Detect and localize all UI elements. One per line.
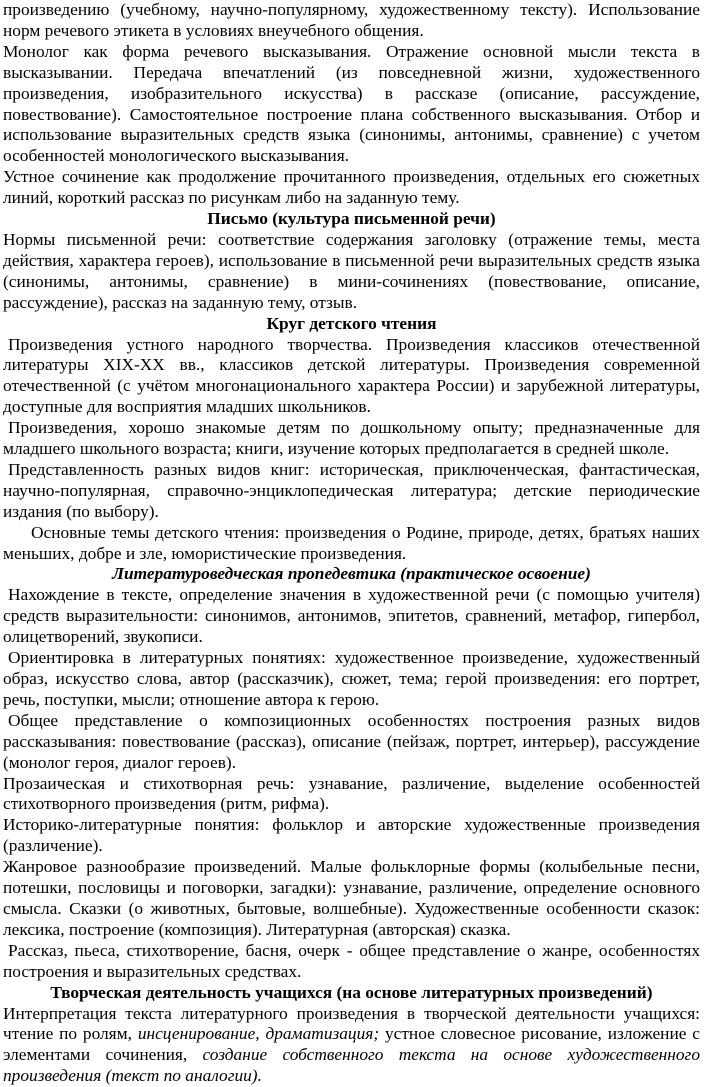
paragraph: Прозаическая и стихотворная речь: узнавание, различение, выделение особенностей стихотворного произведения (ритм, рифма). bbox=[3, 774, 700, 816]
paragraph: Монолог как форма речевого высказывания. Отражение основной мысли текста в высказывании. Передача впечатлений (из повседневной жизни, художественного произведения, изобразительного искусства) в рассказе (описание, рассуждение, повествование). Самостоятельное построение плана собственного высказывания. Отбор и использование выразительных средств языка (синонимы, антонимы, сравнение) с учетом особенностей монологического высказывания. bbox=[3, 42, 700, 167]
section-heading: Письмо (культура письменной речи) bbox=[3, 209, 700, 230]
paragraph: произведению (учебному, научно-популярному, художественному тексту). Использование норм речевого этикета в условиях внеучебного общения. bbox=[3, 0, 700, 42]
paragraph: Устное сочинение как продолжение прочитанного произведения, отдельных его сюжетных линий, короткий рассказ по рисункам либо на заданную тему. bbox=[3, 167, 700, 209]
paragraph: Историко-литературные понятия: фольклор и авторские художественные произведения (различение). bbox=[3, 815, 700, 857]
paragraph bbox=[3, 1004, 700, 1087]
section-heading: Литературоведческая пропедевтика (практическое освоение) bbox=[3, 564, 700, 585]
paragraph: Общее представление о композиционных особенностях построения разных видов рассказывания: повествование (рассказ), описание (пейзаж, портрет, интерьер), рассуждение (монолог героя, диалог героев). bbox=[3, 711, 700, 774]
paragraph: Произведения, хорошо знакомые детям по дошкольному опыту; предназначенные для младшего школьного возраста; книги, изучение которых предполагается в средней школе. bbox=[3, 418, 700, 460]
paragraph-italic-text: создание собственного текста на основе художественного произведения (текст по аналогии). bbox=[3, 1045, 700, 1085]
paragraph: Основные темы детского чтения: произведения о Родине, природе, детях, братьях наших меньших, добре и зле, юмористические произведения. bbox=[3, 523, 700, 565]
paragraph-italic-text: инсценирование, драматизация; bbox=[138, 1024, 379, 1043]
paragraph: Нахождение в тексте, определение значения в художественной речи (с помощью учителя) средств выразительности: синонимов, антонимов, эпитетов, сравнений, метафор, гипербол, олицетворений, звукописи. bbox=[3, 585, 700, 648]
paragraph-text: Интерпретация текста литературного произведения в творческой деятельности учащихся: чтение по ролям, bbox=[3, 1004, 700, 1044]
paragraph-text: устное словесное рисование, изложение с элементами сочинения, bbox=[3, 1024, 700, 1064]
paragraph: Ориентировка в литературных понятиях: художественное произведение, художественный образ, искусство слова, автор (рассказчик), сюжет, тема; герой произведения: его портрет, речь, поступки, мысли; отношение автора к герою. bbox=[3, 648, 700, 711]
section-heading: Круг детского чтения bbox=[3, 314, 700, 335]
section-heading: Творческая деятельность учащихся (на основе литературных произведений) bbox=[3, 983, 700, 1004]
paragraph: Жанровое разнообразие произведений. Малые фольклорные формы (колыбельные песни, потешки, пословицы и поговорки, загадки): узнавание, различение, определение основного смысла. Сказки (о животных, бытовые, волшебные). Художественные особенности сказок: лексика, построение (композиция). Литературная (авторская) сказка. bbox=[3, 857, 700, 941]
paragraph: Произведения устного народного творчества. Произведения классиков отечественной литературы XIX-ХХ вв., классиков детской литературы. Произведения современной отечественной (с учётом многонационального характера России) и зарубежной литературы, доступные для восприятия младших школьников. bbox=[3, 335, 700, 419]
paragraph: Нормы письменной речи: соответствие содержания заголовку (отражение темы, места действия, характера героев), использование в письменной речи выразительных средств языка (синонимы, антонимы, сравнение) в мини-сочинениях (повествование, описание, рассуждение), рассказ на заданную тему, отзыв. bbox=[3, 230, 700, 314]
paragraph: Рассказ, пьеса, стихотворение, басня, очерк - общее представление о жанре, особенностях построения и выразительных средствах. bbox=[3, 941, 700, 983]
paragraph: Представленность разных видов книг: историческая, приключенческая, фантастическая, научно-популярная, справочно-энциклопедическая литература; детские периодические издания (по выбору). bbox=[3, 460, 700, 523]
